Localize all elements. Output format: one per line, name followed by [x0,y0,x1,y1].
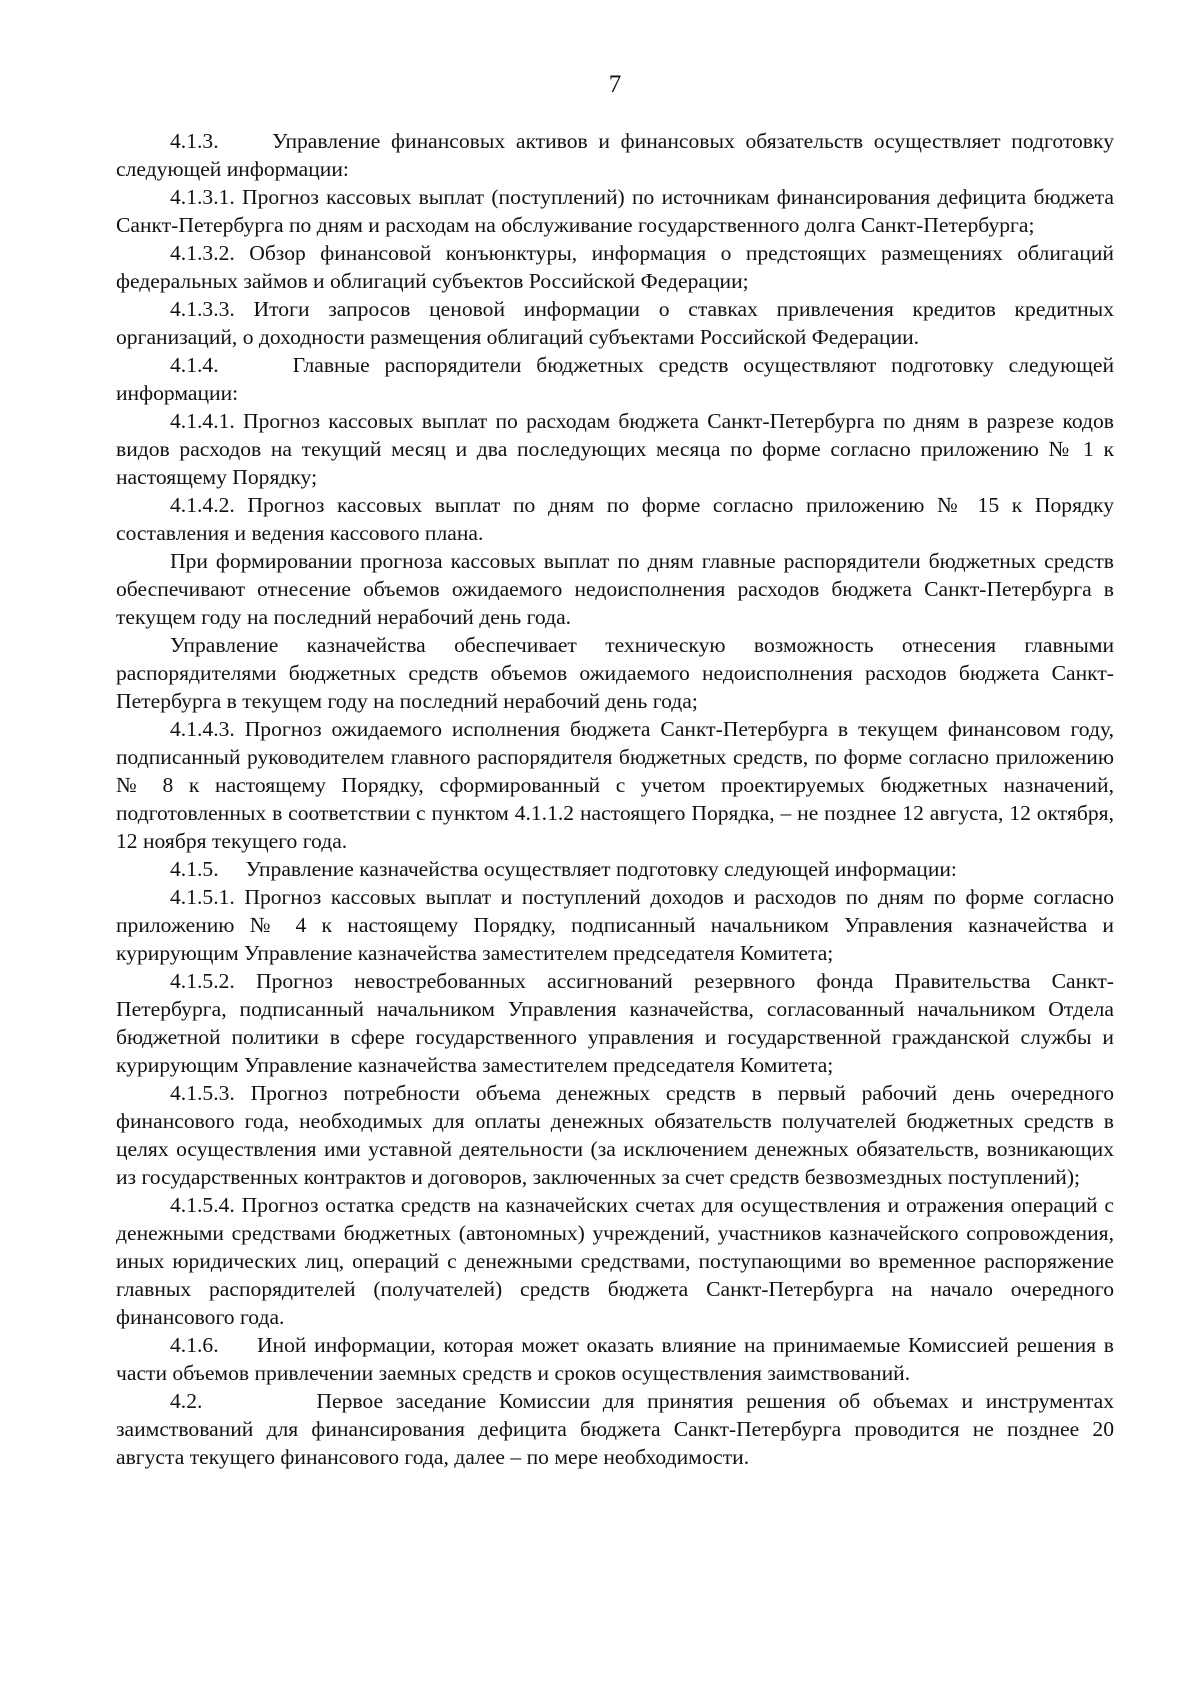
paragraph-4-1-3-2: 4.1.3.2. Обзор финансовой конъюнктуры, информация о предстоящих размещениях облигаций федеральных займов и облигаций субъектов Российской Федерации; [116,241,1114,293]
paragraph-4-1-5-4: 4.1.5.4. Прогноз остатка средств на казначейских счетах для осуществления и отражения операций с денежными средствами бюджетных (автономных) учреждений, участников казначейского сопровождения, иных юридических лиц, операций с денежными средствами, поступающими во временное распоряжение главных распорядителей (получателей) средств бюджета Санкт-Петербурга на начало очередного финансового года. [116,1193,1114,1329]
paragraph-4-1-3-3: 4.1.3.3. Итоги запросов ценовой информации о ставках привлечения кредитов кредитных организаций, о доходности размещения облигаций субъектами Российской Федерации. [116,297,1114,349]
paragraph-4-2: 4.2. Первое заседание Комиссии для принятия решения об объемах и инструментах заимствований для финансирования дефицита бюджета Санкт-Петербурга проводится не позднее 20 августа текущего финансового года, далее – по мере необходимости. [116,1389,1120,1469]
paragraph-4-1-4-3: 4.1.4.3. Прогноз ожидаемого исполнения бюджета Санкт-Петербурга в текущем финансовом году, подписанный руководителем главного распорядителя бюджетных средств, по форме согласно приложению № 8 к настоящему Порядку, сформированный с учетом проектируемых бюджетных назначений, подготовленных в соответствии с пунктом 4.1.1.2 настоящего Порядка, – не позднее 12 августа, 12 октября, 12 ноября текущего года. [116,717,1114,853]
paragraph-4-1-5: 4.1.5. Управление казначейства осуществляет подготовку следующей информации: [170,857,957,881]
paragraph-4-1-3: 4.1.3. Управление финансовых активов и финансовых обязательств осуществляет подготовку следующей информации: [116,129,1120,181]
page-number: 7 [608,71,622,98]
document-body [116,127,1120,1471]
paragraph-4-1-5-1: 4.1.5.1. Прогноз кассовых выплат и поступлений доходов и расходов по дням по форме согласно приложению № 4 к настоящему Порядку, подписанный начальником Управления казначейства и курирующим Управление казначейства заместителем председателя Комитета; [116,885,1114,965]
paragraph-formation-note: При формировании прогноза кассовых выплат по дням главные распорядители бюджетных средств обеспечивают отнесение объемов ожидаемого недоисполнения расходов бюджета Санкт-Петербурга в текущем году на последний нерабочий день года. [116,549,1114,629]
paragraph-4-1-5-3: 4.1.5.3. Прогноз потребности объема денежных средств в первый рабочий день очередного финансового года, необходимых для оплаты денежных обязательств получателей бюджетных средств в целях осуществления ими уставной деятельности (за исключением денежных обязательств, возникающих из государственных контрактов и договоров, заключенных за счет средств безвозмездных поступлений); [116,1081,1114,1189]
paragraph-treasury-note: Управление казначейства обеспечивает техническую возможность отнесения главными распорядителями бюджетных средств объемов ожидаемого недоисполнения расходов бюджета Санкт-Петербурга в текущем году на последний нерабочий день года; [116,633,1114,713]
paragraph-4-1-4-1: 4.1.4.1. Прогноз кассовых выплат по расходам бюджета Санкт-Петербурга по дням в разрезе кодов видов расходов на текущий месяц и два последующих месяца по форме согласно приложению № 1 к настоящему Порядку; [116,409,1114,489]
paragraph-4-1-5-2: 4.1.5.2. Прогноз невостребованных ассигнований резервного фонда Правительства Санкт-Петербурга, подписанный начальником Управления казначейства, согласованный начальником Отдела бюджетной политики в сфере государственного управления и государственной гражданской службы и курирующим Управление казначейства заместителем председателя Комитета; [116,969,1114,1077]
paragraph-4-1-6: 4.1.6. Иной информации, которая может оказать влияние на принимаемые Комиссией решения в части объемов привлечении заемных средств и сроков осуществления заимствований. [116,1333,1120,1385]
paragraph-4-1-4-2: 4.1.4.2. Прогноз кассовых выплат по дням по форме согласно приложению № 15 к Порядку составления и ведения кассового плана. [116,493,1114,545]
paragraph-4-1-3-1: 4.1.3.1. Прогноз кассовых выплат (поступлений) по источникам финансирования дефицита бюджета Санкт-Петербурга по дням и расходам на обслуживание государственного долга Санкт-Петербурга; [116,185,1114,237]
paragraph-4-1-4: 4.1.4. Главные распорядители бюджетных средств осуществляют подготовку следующей информации: [116,353,1120,405]
